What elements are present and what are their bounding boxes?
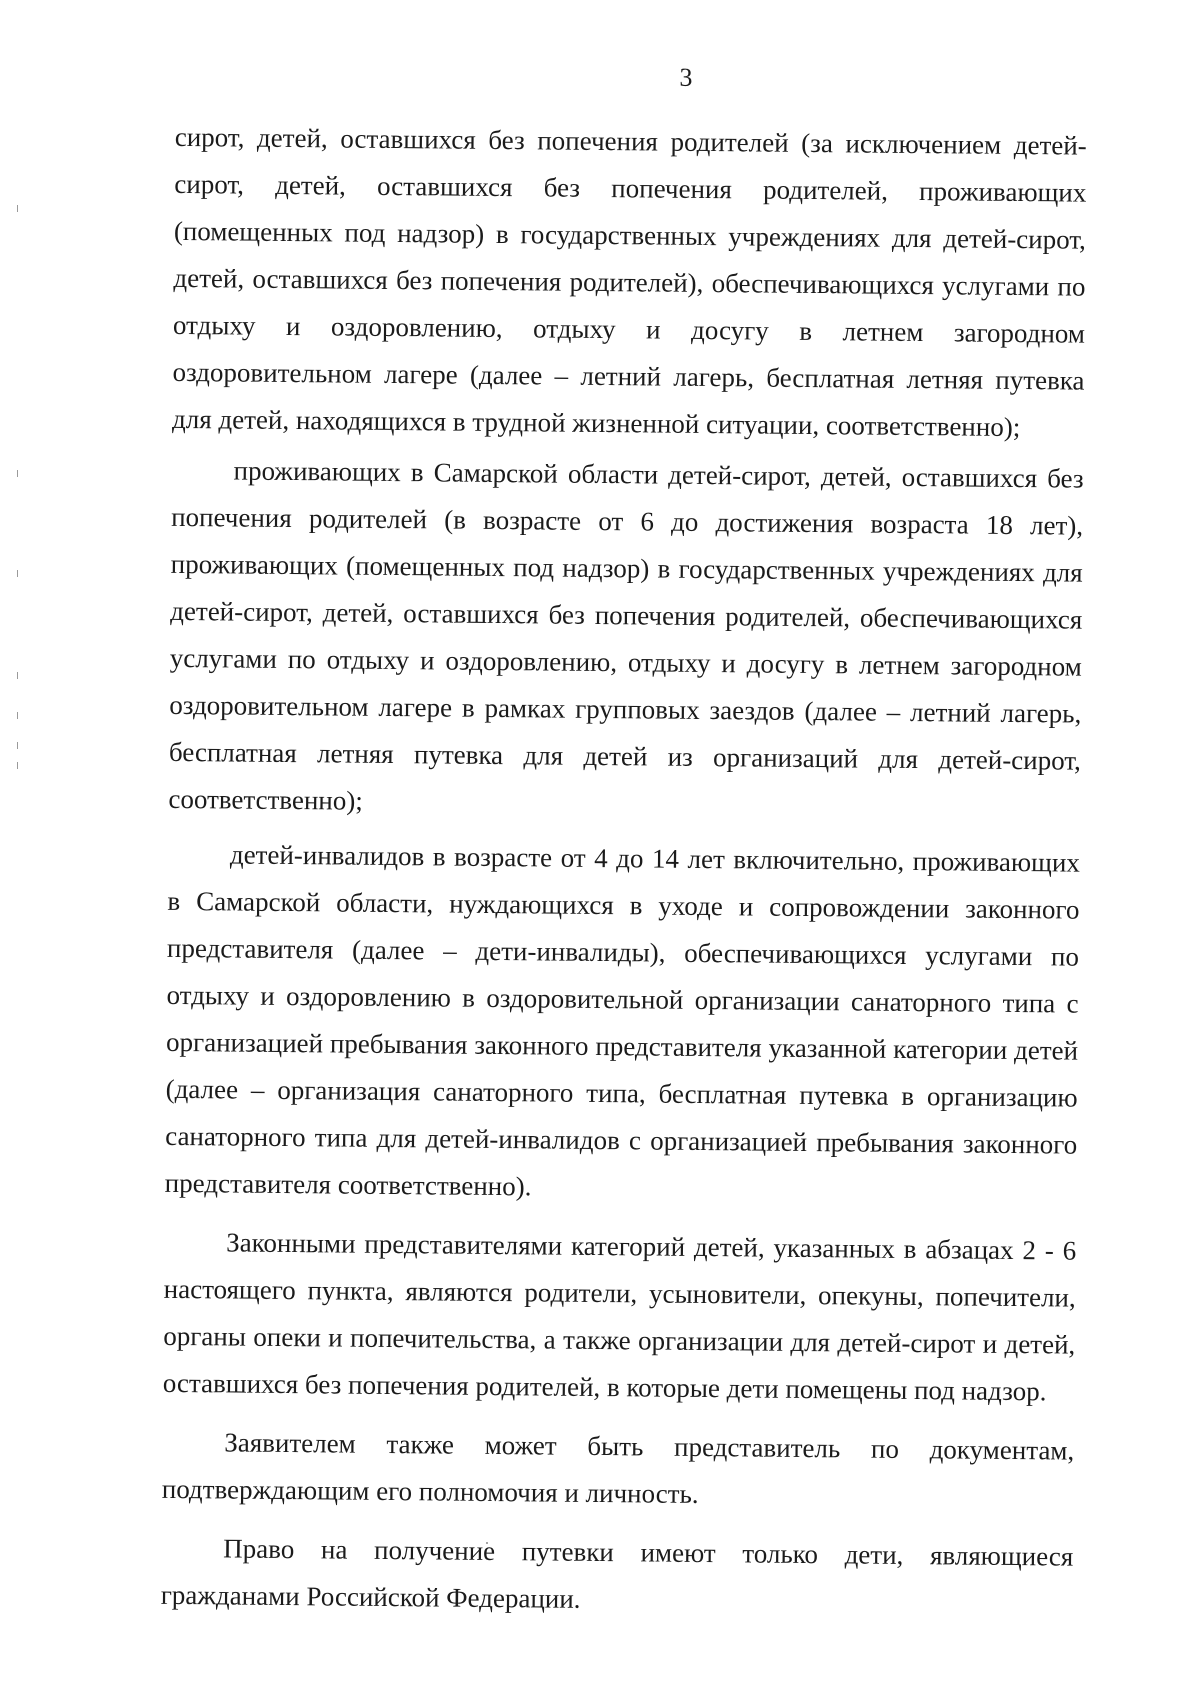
paragraph-continuation: сирот, детей, оставшихся без попечения родителей (за исключением детей-сирот, детей, оставшихся без попечения родителей, проживающих (помещенных под надзор) в государственных учреждениях для детей-сирот, детей, оставшихся без попечения родителей), обеспечивающихся услугами по отдыху и оздоровлению, отдыху и досугу в летнем загородном оздоровительном лагере (далее – летний лагерь, бесплатная летняя путевка для детей, находящихся в трудной жизненной ситуации, соответственно); — [171, 121, 1087, 443]
paragraph-orphans-in-institutions: проживающих в Самарской области детей-сирот, детей, оставшихся без попечения родителей (в возрасте от 6 до достижения возраста 18 лет), проживающих (помещенных под надзор) в государственных учреждениях для детей-сирот, детей, оставшихся без попечения родителей, обеспечивающихся услугами по отдыху и оздоровлению, отдыху и досугу в летнем загородном оздоровительном лагере в рамках групповых заездов (далее – летний лагерь, бесплатная летняя путевка для детей из организаций для детей-сирот, соответственно); — [168, 455, 1084, 816]
paragraph-disabled-children: детей-инвалидов в возрасте от 4 до 14 лет включительно, проживающих в Самарской области, нуждающихся в уходе и сопровождении законного представителя (далее – дети-инвалиды), обеспечивающихся услугами по отдыху и оздоровлению в оздоровительной организации санаторного типа с организацией пребывания законного представителя указанной категории детей (далее – организация санаторного типа, бесплатная путевка в организацию санаторного типа для детей-инвалидов с организацией пребывания законного представителя соответственно). — [164, 839, 1081, 1202]
paragraph-applicant-representative: Заявителем также может быть представитель по документам, подтверждающим его полномочия и личность. — [161, 1427, 1075, 1509]
paragraph-legal-representatives: Законными представителями категорий детей, указанных в абзацах 2 - 6 настоящего пункта, являются родители, усыновители, опекуны, попечители, органы опеки и попечительства, а также организации для детей-сирот и детей, оставшихся без попечения родителей, в которые дети помещены под надзор. — [162, 1227, 1077, 1407]
page-number: 3 — [679, 62, 693, 92]
document-body — [161, 114, 1087, 1628]
paragraph-citizenship-requirement: Право на получение путевки имеют только дети, являющиеся гражданами Российской Федерации. — [160, 1533, 1074, 1614]
